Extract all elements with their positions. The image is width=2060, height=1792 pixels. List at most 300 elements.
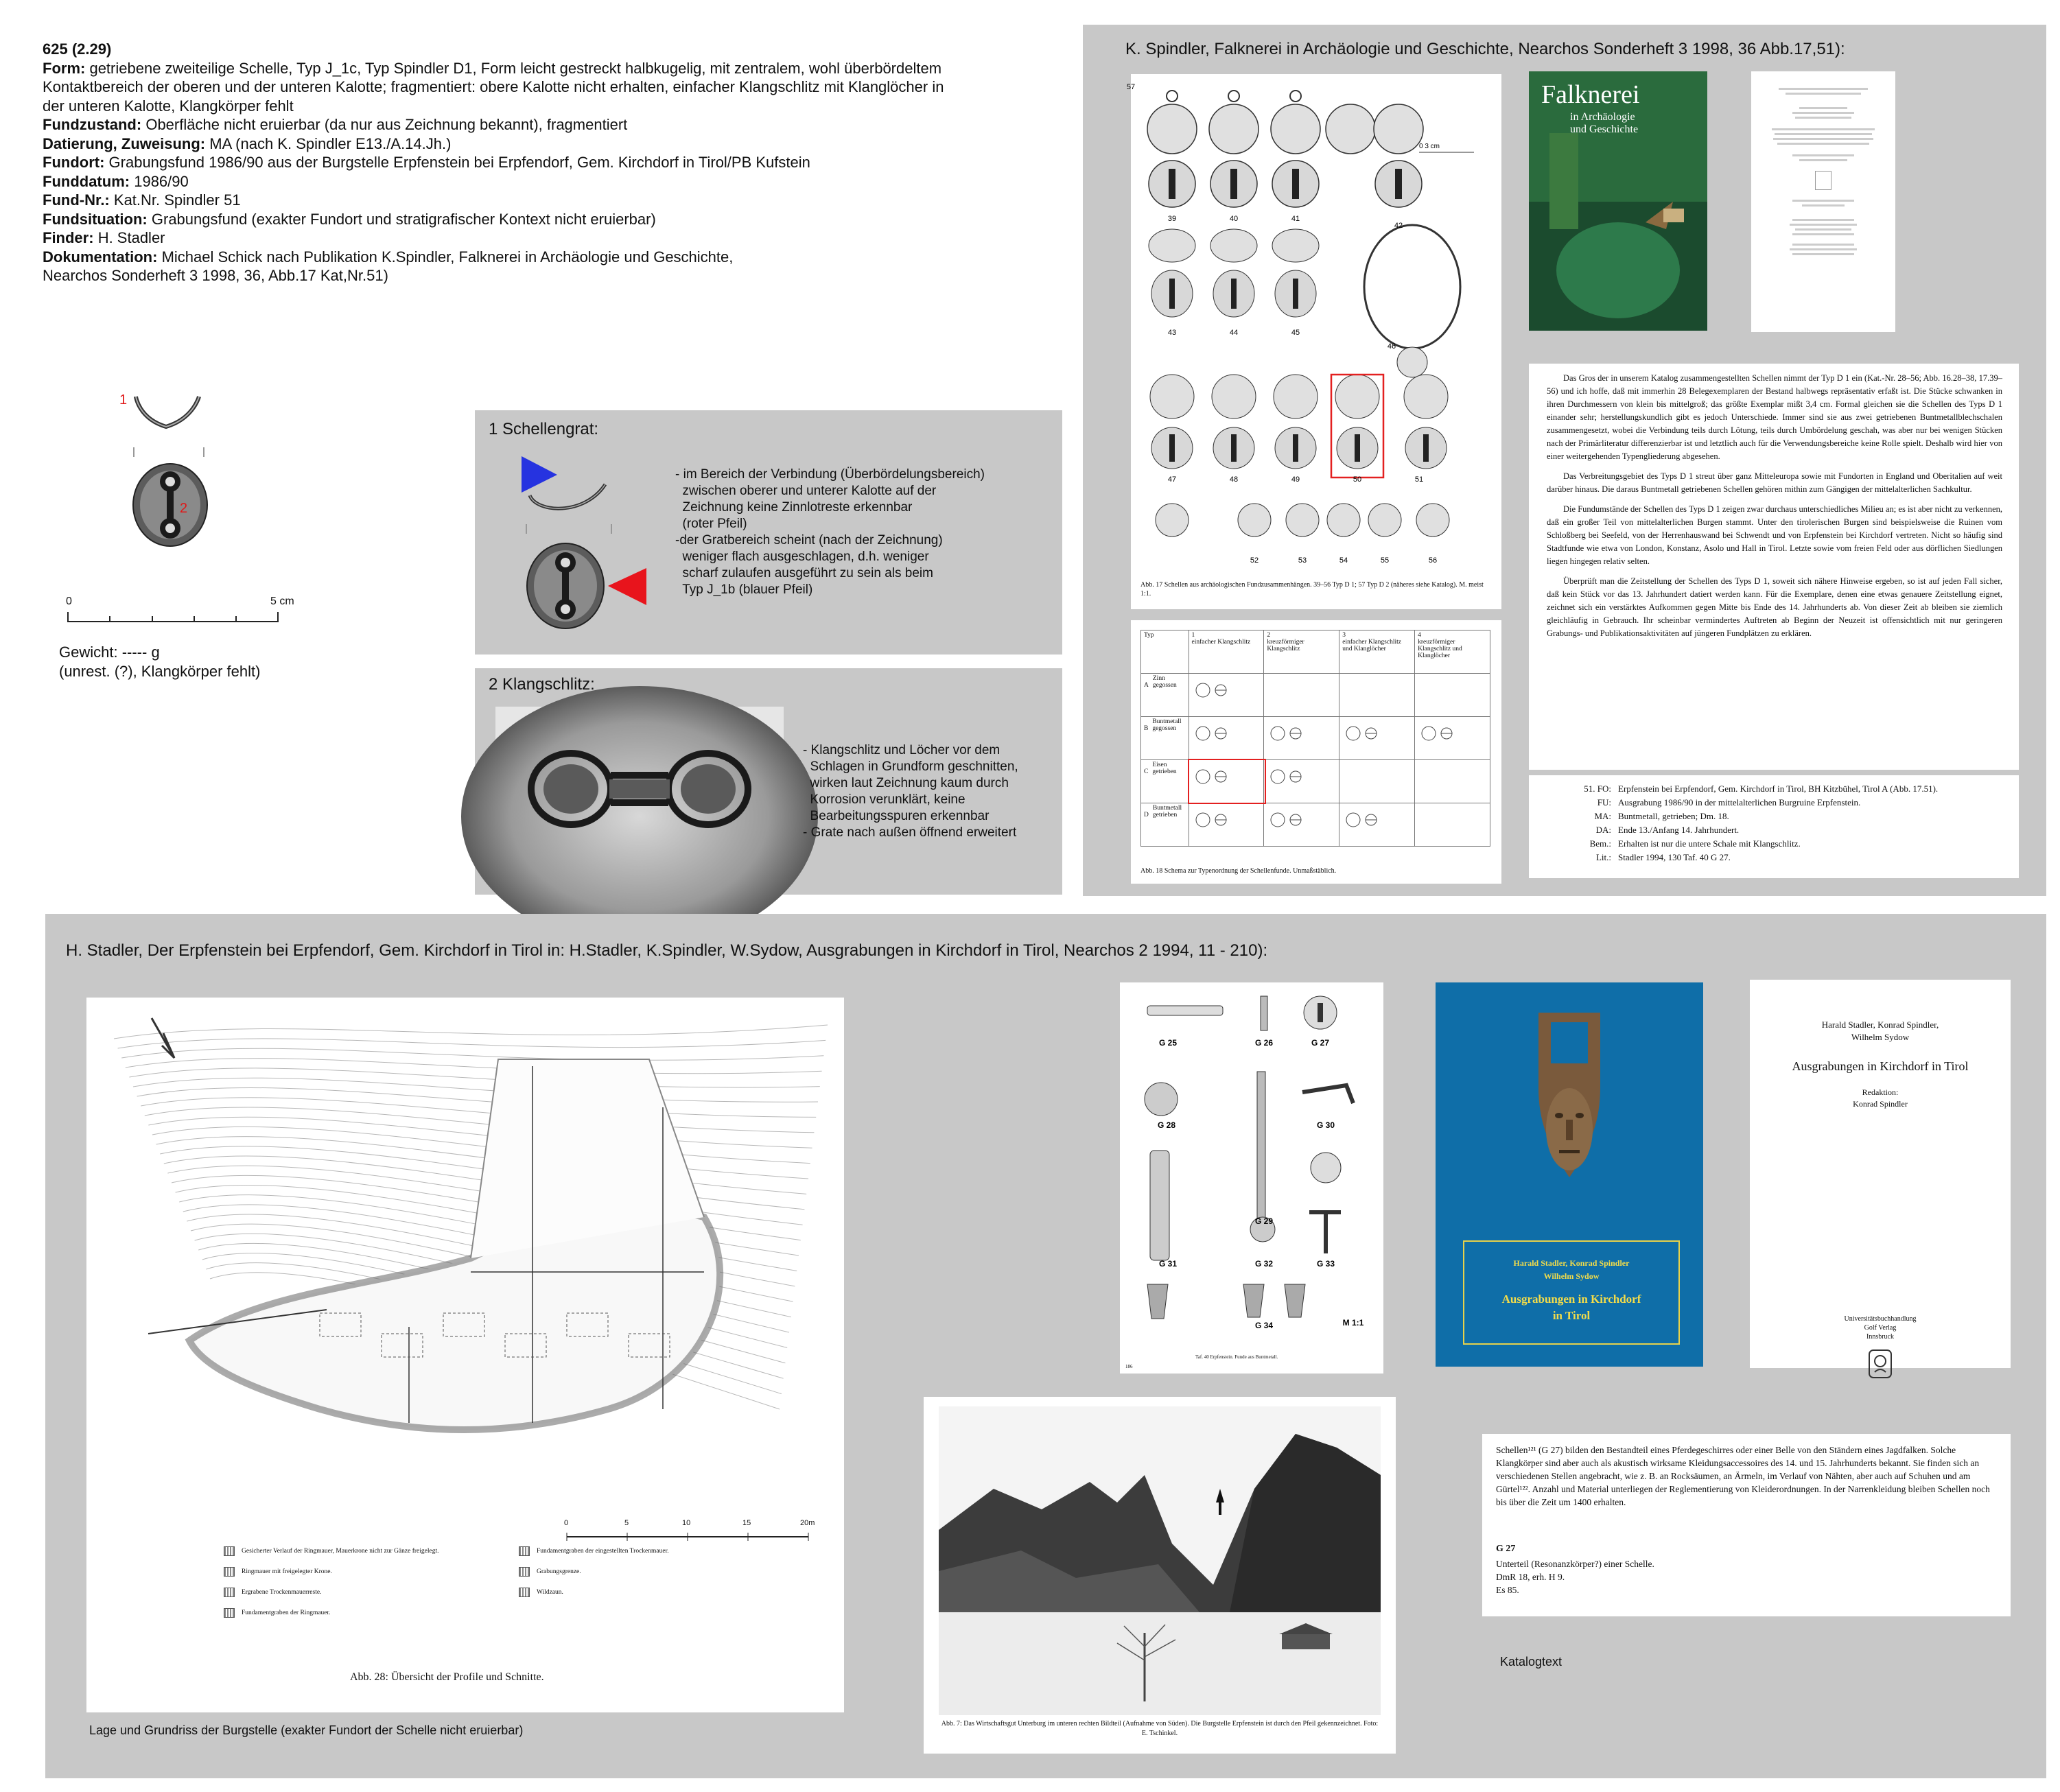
- table-header-cell: 4 kreuzförmiger Klangschlitz und Klanglöcher: [1415, 630, 1490, 674]
- bell-profile: [1210, 229, 1257, 262]
- map-caption: Abb. 28: Übersicht der Profile und Schnitte.: [350, 1671, 544, 1683]
- map-legend: [224, 1546, 704, 1636]
- bell-profile: [1326, 104, 1375, 154]
- map-scale-5: 5: [624, 1519, 629, 1527]
- legend-swatch: [224, 1567, 235, 1577]
- plate-caption: Taf. 40 Erpfenstein. Funde aus Buntmetall.: [1195, 1354, 1278, 1360]
- box2-line: - Grate nach außen öffnend erweitert: [803, 825, 1017, 840]
- record-value: 1986/90: [134, 172, 189, 190]
- table-header-cell: 2 kreuzförmiger Klangschlitz: [1264, 630, 1339, 674]
- box1-line: weniger flach ausgeschlagen, d.h. weniger: [675, 550, 929, 564]
- weight-note: (unrest. (?), Klangkörper fehlt): [59, 663, 261, 680]
- table-cell: [1339, 717, 1415, 760]
- table-cell: [1189, 760, 1264, 803]
- bell-small: [1368, 504, 1401, 537]
- bell-slit: [1231, 434, 1237, 462]
- fig18-page: [1131, 620, 1501, 884]
- bell-schema-icon: [1192, 805, 1233, 832]
- legend-item: [519, 1567, 581, 1577]
- fig17-number: 40: [1229, 215, 1239, 223]
- bell-profile: [1271, 104, 1320, 154]
- katalog-paragraph: Schellen¹²¹ (G 27) bilden den Bestandteil eines Pferdegeschirres oder einer Belle von den Ständern eines Jagdfalken. Solche Klangkörper sind aber auch als akustisch wirksame Kleidungsaccessoires des 14. und 15. Jahrhunderts bekannt. Sie finden sich an verschiedenen Stellen angebracht, wie z. B. an Rocksäumen, an Ärmeln, im Verlauf von Nähten, aber auch auf Schuhen und am Gürtel¹²². Anzahl und Material unterliegen der Reglementierung von Kleiderordnungen. In der Narrenkleidung bleiben Schellen noch bis über die Zeit um 1400 erhalten.: [1496, 1445, 1990, 1507]
- bell-slit: [1293, 434, 1298, 462]
- find-g33: [1309, 1212, 1341, 1253]
- title-authors: Harald Stadler, Konrad Spindler,: [1821, 1019, 1939, 1030]
- record-row: [43, 210, 944, 229]
- legend-swatch: [519, 1588, 530, 1597]
- scale-start: 0: [66, 596, 72, 607]
- record-value: Nearchos Sonderheft 3 1998, 36, Abb.17 Kat,Nr.51): [43, 267, 388, 284]
- bell-small: [1416, 504, 1449, 537]
- legend-swatch: [224, 1546, 235, 1556]
- bell-slit: [1169, 279, 1175, 309]
- contour-line: [114, 1025, 828, 1039]
- record-value: Grabungsfund 1986/90 aus der Burgstelle Erpfenstein bei Erpfendorf, Gem. Kirchdorf in Tirol/PB Kufstein: [108, 154, 810, 171]
- spindler-paragraph: Die Fundumstände der Schellen des Typs D 1 zeigen zwar durchaus unterschiedliches Milieu an; es ist aber nicht zu verkennen, daß ein großer Teil von mittelalterlichen Burgen stammt. Unter den tirolerischen Burgen sind beispielsweise die Ruinen vom Schloßberg bei Seefeld, von der Herrenhauswand bei Schwendt und von Erpfenstein bei Kirchdorf vertreten. Nicht so häufig sind Stadtfunde wie etwa von London, Konstanz, Asolo und Hall in Tirol. Letzte sowie vom freien Feld oder aus dörflichen Siedlungen liegen hingegen relativ selten.: [1547, 504, 2002, 566]
- find-g25: [1147, 1006, 1223, 1015]
- find-g34-b: [1243, 1284, 1264, 1317]
- scale-bar: [66, 596, 306, 637]
- catalog-value: Erpfenstein bei Erpfendorf, Gem. Kirchdorf in Tirol, BH Kitzbühel, Tirol A (Abb. 17.51).: [1618, 783, 1939, 794]
- catalog-key: Lit.:: [1595, 852, 1611, 862]
- legend-label: Gesicherter Verlauf der Ringmauer, Mauerkrone nicht zur Gänze freigelegt.: [242, 1548, 439, 1555]
- record-value: Kat.Nr. Spindler 51: [113, 191, 241, 209]
- contour-line: [133, 1078, 818, 1102]
- row-label: Zinn gegossen: [1152, 675, 1177, 689]
- legend-swatch: [519, 1567, 530, 1577]
- table-header-row: [1141, 630, 1490, 674]
- table-row: [1141, 803, 1490, 847]
- record-value: getriebene zweiteilige Schelle, Typ J_1c, Typ Spindler D1, Form leicht gestreckt halbkugelig, mit zentralem, wohl überbördeltem: [89, 59, 942, 77]
- record-value: MA (nach K. Spindler E13./A.14.Jh.): [209, 134, 452, 152]
- spindler-catalog: [1529, 775, 2019, 878]
- legend-label: Fundamentgraben der Ringmauer.: [242, 1610, 331, 1616]
- katalog-g-line: DmR 18, erh. H 9.: [1496, 1572, 1565, 1582]
- record-row: [43, 134, 944, 154]
- klangschlitz-box: [475, 668, 1062, 895]
- record-label: Fund-Nr.:: [43, 191, 110, 209]
- plate-page: 186: [1125, 1364, 1133, 1369]
- record-value: Grabungsfund (exakter Fundort und stratigrafischer Kontext nicht eruierbar): [151, 210, 656, 228]
- marker-1: 1: [119, 392, 128, 408]
- box2-line: Bearbeitungsspuren erkennbar: [803, 809, 990, 823]
- table-row-head: [1141, 717, 1189, 760]
- box2-title: 2 Klangschlitz:: [489, 675, 595, 694]
- box1-line: -der Gratbereich scheint (nach der Zeichnung): [675, 533, 943, 547]
- spindler-title-page: [1751, 71, 1895, 332]
- catalog-key: FU:: [1597, 797, 1611, 807]
- site-map: [86, 998, 844, 1519]
- bell-schema-icon: [1342, 718, 1383, 746]
- title-main: Ausgrabungen in Kirchdorf in Tirol: [1792, 1059, 1969, 1073]
- bell-schema-icon: [1192, 718, 1233, 746]
- contour-line: [129, 1068, 819, 1087]
- box1-title: 1 Schellengrat:: [489, 420, 599, 438]
- weight-label: Gewicht: ----- g: [59, 644, 160, 661]
- row-label: Buntmetall getrieben: [1152, 805, 1182, 818]
- plate-label: G 27: [1311, 1038, 1330, 1048]
- legend-swatch: [519, 1546, 530, 1556]
- box2-line: Korrosion verunklärt, keine: [803, 792, 965, 807]
- landscape-photo: [939, 1406, 1381, 1715]
- title-publisher3: Innsbruck: [1866, 1333, 1894, 1341]
- fig17-number: 45: [1291, 329, 1300, 337]
- table-row-head: [1141, 803, 1189, 847]
- fig17-number: 53: [1298, 556, 1307, 565]
- catalog-key: DA:: [1595, 825, 1611, 835]
- catalog-row: [1536, 782, 2009, 796]
- bell-slit: [1355, 434, 1360, 462]
- plate-label: G 28: [1157, 1120, 1176, 1130]
- plate-label: G 25: [1158, 1038, 1178, 1048]
- stadler-header: H. Stadler, Der Erpfenstein bei Erpfendorf, Gem. Kirchdorf in Tirol in: H.Stadler, K.Spindler, W.Sydow, Ausgrabungen in Kirchdorf in Tirol, Nearchos 2 1994, 11 - 210):: [66, 941, 1268, 960]
- title-redaktion: Redaktion:: [1862, 1087, 1899, 1097]
- row-label: Buntmetall gegossen: [1152, 718, 1182, 732]
- legend-item: [224, 1608, 331, 1618]
- record-label: Fundzustand:: [43, 116, 142, 133]
- spindler-header: K. Spindler, Falknerei in Archäologie und Geschichte, Nearchos Sonderheft 3 1998, 36 Abb.17,51):: [1125, 40, 1845, 58]
- catalog-key: MA:: [1594, 811, 1611, 821]
- table-cell: [1189, 674, 1264, 717]
- plate-scale: M 1:1: [1342, 1318, 1364, 1328]
- cover-authors: Harald Stadler, Konrad Spindler: [1513, 1258, 1630, 1268]
- ring-wall: [189, 1212, 720, 1430]
- legend-item: [224, 1588, 321, 1597]
- record-row: [43, 172, 944, 191]
- record-value: der unteren Kalotte, Klangkörper fehlt: [43, 97, 294, 115]
- row-code: B: [1144, 725, 1149, 732]
- table-row-head: [1141, 760, 1189, 803]
- box1-text: [675, 467, 985, 598]
- bell-profile: [1335, 375, 1379, 418]
- box1-line: Typ J_1b (blauer Pfeil): [675, 582, 813, 597]
- table-cell: [1189, 803, 1264, 847]
- fig17-scale: 0 3 cm: [1419, 143, 1440, 150]
- fig17-number: 51: [1414, 475, 1424, 484]
- fig17-number: 41: [1291, 215, 1300, 223]
- plate-label: G 33: [1316, 1259, 1335, 1269]
- record-block: [43, 40, 944, 285]
- spindler-text-page: [1529, 364, 2019, 770]
- fig17-number: 42: [1394, 222, 1403, 230]
- fig17-number: 47: [1167, 475, 1177, 484]
- legend-label: Ringmauer mit freigelegter Krone.: [242, 1568, 332, 1575]
- plate-label: G 32: [1254, 1259, 1274, 1269]
- fig17-number: 57: [1126, 83, 1136, 91]
- legend-item: [519, 1588, 563, 1597]
- fig18-table: [1140, 630, 1490, 847]
- table-header-cell: 3 einfacher Klangschlitz und Klanglöcher: [1339, 630, 1415, 674]
- record-row: [43, 78, 944, 97]
- catalog-row: [1536, 851, 2009, 864]
- table-header-cell: 1 einfacher Klangschlitz: [1189, 630, 1264, 674]
- bell-bottom-drawing: [130, 461, 213, 550]
- fig17-page: [1126, 74, 1501, 609]
- bell-profile: [1404, 375, 1448, 418]
- spindler-paragraph: Das Verbreitungsgebiet des Typs D 1 streut über ganz Mitteleuropa sowie mit Fundorten in England und Oberitalien auf weit darüber hinaus. Die daraus Buntmetall getriebenen Schellen gehören mithin zum Gängigen der mittelalterlichen Sachkultur.: [1547, 471, 2002, 494]
- catalog-row: [1536, 796, 2009, 810]
- table-cell: [1339, 674, 1415, 717]
- box2-line: - Klangschlitz und Löcher vor dem: [803, 743, 1000, 757]
- bell-schema-icon: [1418, 718, 1459, 746]
- katalog-g-lines: [1496, 1557, 1654, 1596]
- ring-with-bell: [1364, 225, 1460, 349]
- bell-schema-icon: [1342, 805, 1383, 832]
- catalog-entries: [1536, 782, 2009, 864]
- bell-slit: [1231, 279, 1237, 309]
- table-cell: [1415, 803, 1490, 847]
- bell-slit: [1169, 434, 1175, 462]
- katalogtext-label: Katalogtext: [1500, 1655, 1562, 1669]
- catalog-row: [1536, 823, 2009, 837]
- record-row: [43, 191, 944, 210]
- plate-label: G 31: [1158, 1259, 1178, 1269]
- blue-arrow-drawing: [516, 453, 619, 515]
- table-cell: [1339, 760, 1415, 803]
- cover-author2: Wilhelm Sydow: [1543, 1271, 1600, 1281]
- title-publisher: Universitätsbuchhandlung: [1844, 1315, 1917, 1323]
- table-cell: [1264, 717, 1339, 760]
- north-arrow-icon: [152, 1018, 174, 1058]
- catalog-key: 51. FO:: [1584, 783, 1611, 794]
- find-g34-a: [1147, 1284, 1168, 1319]
- publisher-logo: [1868, 1349, 1893, 1379]
- bell-loop: [1167, 91, 1178, 102]
- legend-item: [224, 1546, 438, 1556]
- bell-profile-drawing: [132, 391, 207, 439]
- catalog-key: Bem.:: [1589, 838, 1611, 849]
- plate40-finds: [1120, 982, 1383, 1353]
- table-cell: [1339, 803, 1415, 847]
- legend-item: [224, 1567, 332, 1577]
- record-label: Form:: [43, 59, 86, 77]
- title-author2: Wilhelm Sydow: [1851, 1032, 1910, 1042]
- map-note: Lage und Grundriss der Burgstelle (exakter Fundort der Schelle nicht eruierbar): [89, 1723, 524, 1737]
- bell-loop: [1290, 91, 1301, 102]
- stadler-panel: [45, 914, 2046, 1778]
- bell-profile: [1274, 375, 1318, 418]
- box1-line: Zeichnung keine Zinnlotreste erkennbar: [675, 500, 913, 515]
- bell-schema-icon: [1267, 762, 1308, 789]
- bell-slit: [1230, 169, 1237, 199]
- map-scale: [560, 1519, 821, 1546]
- record-value: H. Stadler: [97, 229, 165, 246]
- record-label: Fundort:: [43, 154, 105, 171]
- catalog-value: Erhalten ist nur die untere Schale mit Klangschlitz.: [1618, 838, 1801, 849]
- katalog-g-line: Es 85.: [1496, 1585, 1519, 1595]
- fig17-number: 55: [1380, 556, 1390, 565]
- find-g34-c: [1285, 1284, 1305, 1317]
- find-g33-disc: [1311, 1153, 1341, 1183]
- bell-profile: [1150, 375, 1194, 418]
- find-g30: [1302, 1085, 1353, 1103]
- title-redaktion-name: Konrad Spindler: [1853, 1099, 1908, 1109]
- plate-label: G 26: [1254, 1038, 1274, 1048]
- highlight-box: [1188, 759, 1266, 804]
- catalog-row: [1536, 810, 2009, 823]
- plate-label: G 34: [1254, 1321, 1274, 1330]
- box2-text: [803, 742, 1018, 841]
- box1-line: - im Bereich der Verbindung (Überbördelungsbereich): [675, 467, 985, 482]
- red-arrow-drawing: [523, 538, 674, 634]
- map-scale-20: 20m: [800, 1519, 815, 1527]
- bell-small: [1156, 504, 1189, 537]
- bell-drawing: [117, 384, 226, 590]
- cover-subtitle1: in Archäologie: [1570, 111, 1635, 123]
- row-code: A: [1144, 682, 1149, 689]
- map-scale-15: 15: [742, 1519, 751, 1527]
- plate40-page: [1120, 982, 1383, 1374]
- record-label: Fundsituation:: [43, 210, 148, 228]
- find-g26: [1261, 996, 1267, 1030]
- catalog-value: Buntmetall, getrieben; Dm. 18.: [1618, 811, 1729, 821]
- table-cell: [1415, 760, 1490, 803]
- legend-swatch: [224, 1608, 235, 1618]
- fig17-number: 44: [1229, 329, 1239, 337]
- kirchdorf-title-page: [1750, 980, 2011, 1368]
- fig17-number: 46: [1387, 342, 1396, 351]
- cover-title-box: [1463, 1240, 1680, 1345]
- row-code: D: [1144, 812, 1149, 818]
- box1-line: scharf zulaufen ausgeführt zu sein als beim: [675, 566, 933, 580]
- marker-2: 2: [180, 501, 188, 516]
- bell-loop: [1228, 91, 1239, 102]
- catalog-value: Ende 13./Anfang 14. Jahrhundert.: [1618, 825, 1740, 835]
- falknerei-cover: [1529, 71, 1707, 331]
- cover-subtitle2: und Geschichte: [1570, 123, 1639, 135]
- kirchdorf-cover: [1436, 982, 1703, 1367]
- table-cell: [1264, 760, 1339, 803]
- table-row: [1141, 760, 1490, 803]
- landscape-photo-page: [924, 1397, 1396, 1754]
- contour-line: [145, 1107, 812, 1148]
- record-value: Michael Schick nach Publikation K.Spindler, Falknerei in Archäologie und Geschichte,: [161, 248, 734, 266]
- katalog-g27: G 27: [1496, 1544, 1516, 1554]
- fig17-number: 56: [1428, 556, 1438, 565]
- table-row: [1141, 674, 1490, 717]
- bell-small: [1238, 504, 1271, 537]
- fig18-caption: Abb. 18 Schema zur Typenordnung der Schellenfunde. Unmaßstäblich.: [1140, 867, 1337, 875]
- schellengrat-box: [475, 410, 1062, 655]
- plate-label: G 30: [1316, 1120, 1335, 1130]
- table-row-head: [1141, 674, 1189, 717]
- record-row: [43, 228, 944, 248]
- record-row: [43, 97, 944, 116]
- record-row: [43, 248, 944, 267]
- katalog-g-line: Unterteil (Resonanzkörper?) einer Schelle.: [1496, 1559, 1654, 1569]
- record-rows: [43, 59, 944, 285]
- table-cell: [1415, 674, 1490, 717]
- find-g31: [1150, 1151, 1169, 1260]
- fig17-bells: [1126, 74, 1501, 582]
- record-id: 625 (2.29): [43, 40, 112, 58]
- bell-schema-icon: [1267, 718, 1308, 746]
- plate-label: G 29: [1254, 1216, 1274, 1226]
- title-publisher2: Golf Verlag: [1864, 1324, 1897, 1332]
- box2-line: wirken laut Zeichnung kaum durch: [803, 776, 1009, 790]
- table-row: [1141, 717, 1490, 760]
- bell-profile: [1209, 104, 1259, 154]
- box1-line: zwischen oberer und unterer Kalotte auf der: [675, 484, 937, 498]
- record-label: Dokumentation:: [43, 248, 158, 266]
- legend-swatch: [224, 1588, 235, 1597]
- photo-caption: Abb. 7: Das Wirtschaftsgut Unterburg im unteren rechten Bildteil (Aufnahme von Süden). Die Burgstelle Erpfenstein ist durch den Pfeil gekennzeichnet. Foto: E. Tschinkel.: [941, 1720, 1379, 1737]
- table-cell: [1189, 717, 1264, 760]
- spindler-paragraph: Überprüft man die Zeitstellung der Schellen des Typs D 1, soweit sich nähere Hinweise ergeben, so ist auf jeden Fall sicher, daß kein Stück vor das 13. Jahrhundert datiert werden kann. Für die Exemplare, denen eine etwas genauere Zeitstellung eignet, zeichnet sich ein verstärktes Aufkommen gegen Mitte bis Ende des 14. Jahrhunderts ab. Von dieser Zeit ab bleiben sie ziemlich gleichläufig in Gebrauch. Ihr scheinbar vermindertes Auftreten ab Beginn der Neuzeit ist offensichtlich mit nur geringeren Grabungs- und Publikationsaktivitäten auf jüngeren Fundplätzen zu erklären.: [1547, 576, 2002, 638]
- cover-main-title2: in Tirol: [1552, 1309, 1591, 1322]
- contour-line: [126, 1059, 822, 1074]
- legend-item: [519, 1546, 669, 1556]
- bell-slit: [1169, 169, 1175, 199]
- record-row: [43, 266, 944, 285]
- bell-slit: [1293, 279, 1298, 309]
- find-g27-slit: [1318, 1003, 1323, 1022]
- carved-head-image: [1518, 1013, 1621, 1218]
- fig17-number: 50: [1353, 475, 1362, 484]
- legend-label: Fundamentgraben der eingestellten Trockenmauer.: [537, 1548, 669, 1555]
- bell-profile: [1272, 229, 1319, 262]
- site-map-page: [86, 998, 844, 1712]
- cover-title: Falknerei: [1541, 80, 1640, 109]
- legend-label: Grabungsgrenze.: [537, 1568, 581, 1575]
- row-label: Eisen getrieben: [1152, 762, 1177, 775]
- fig17-number: 49: [1291, 475, 1300, 484]
- map-scale-10: 10: [682, 1519, 691, 1527]
- fig17-number: 39: [1167, 215, 1177, 223]
- map-scale-0: 0: [564, 1519, 569, 1527]
- katalogtext-page: [1482, 1434, 2011, 1616]
- scale-end: 5 cm: [270, 596, 294, 607]
- find-g28: [1145, 1083, 1178, 1116]
- bell-schema-icon: [1192, 675, 1233, 703]
- fig17-number: 52: [1250, 556, 1259, 565]
- record-label: Funddatum:: [43, 172, 130, 190]
- record-value: Oberfläche nicht eruierbar (da nur aus Zeichnung bekannt), fragmentiert: [145, 116, 628, 133]
- bell-small: [1286, 504, 1319, 537]
- bell-profile: [1212, 375, 1256, 418]
- bell-small: [1327, 504, 1360, 537]
- catalog-row: [1536, 837, 2009, 851]
- box1-line: (roter Pfeil): [675, 517, 747, 531]
- contour-line: [118, 1039, 826, 1048]
- table-header-cell: Typ: [1141, 630, 1189, 674]
- bell-profile: [1147, 104, 1197, 154]
- record-row: [43, 59, 944, 78]
- legend-label: Ergrabene Trockenmauerreste.: [242, 1589, 322, 1596]
- record-row: [43, 115, 944, 134]
- record-label: Datierung, Zuweisung:: [43, 134, 206, 152]
- klangschlitz-zoom-image: [495, 707, 784, 881]
- bell-slit: [1423, 434, 1429, 462]
- contour-line: [137, 1087, 817, 1117]
- spindler-panel: [1083, 25, 2046, 896]
- row-code: C: [1144, 768, 1149, 775]
- fig17-number: 54: [1339, 556, 1348, 565]
- bell-slit: [1395, 169, 1402, 199]
- box2-line: Schlagen in Grundform geschnitten,: [803, 759, 1018, 774]
- bell-slit: [1292, 169, 1299, 199]
- fig17-number: 43: [1167, 329, 1177, 337]
- bell-profile: [1397, 347, 1427, 377]
- record-row: [43, 153, 944, 172]
- record-label: Finder:: [43, 229, 94, 246]
- table-cell: [1264, 674, 1339, 717]
- spindler-paragraph: Das Gros der in unserem Katalog zusammengestellten Schellen nimmt der Typ D 1 ein (Kat.-Nr. 28–56; Abb. 16.28–38, 17.39–56) und ich hoffe, daß mit immerhin 28 Belegexemplaren der Bestand halbwegs repräsentativ erfaßt ist. Die Stücke schwanken in ihren Durchmessern von klein bis mittelgroß; das größte Exemplar mißt 3,4 cm. Formal gleichen sie die Schellen des Typs D 1 einander sehr; herstellungskundlich gibt es jedoch Unterschiede. Immer sind sie aus zwei getriebenen Buntmetallblechschalen zusammengesetzt, wobei die Verbindung teils durch Lötung, teils durch Umbördelung geschah, was aber nur bei wenigen Stücken nach der Primärliteratur differenzierbar ist und letztlich auch für die Verwendungsbereiche keine Rolle spielt. Deshalb wird hier von einer weitergehenden Typengliederung abgesehen.: [1547, 373, 2002, 461]
- bell-profile: [1374, 104, 1423, 154]
- table-cell: [1415, 717, 1490, 760]
- record-value: Kontaktbereich der oberen und der unteren Kalotte; fragmentiert: obere Kalotte nicht erhalten, einfacher Klangschlitz mit Klanglöcher in: [43, 78, 944, 95]
- catalog-value: Ausgrabung 1986/90 in der mittelalterlichen Burgruine Erpfenstein.: [1618, 797, 1861, 807]
